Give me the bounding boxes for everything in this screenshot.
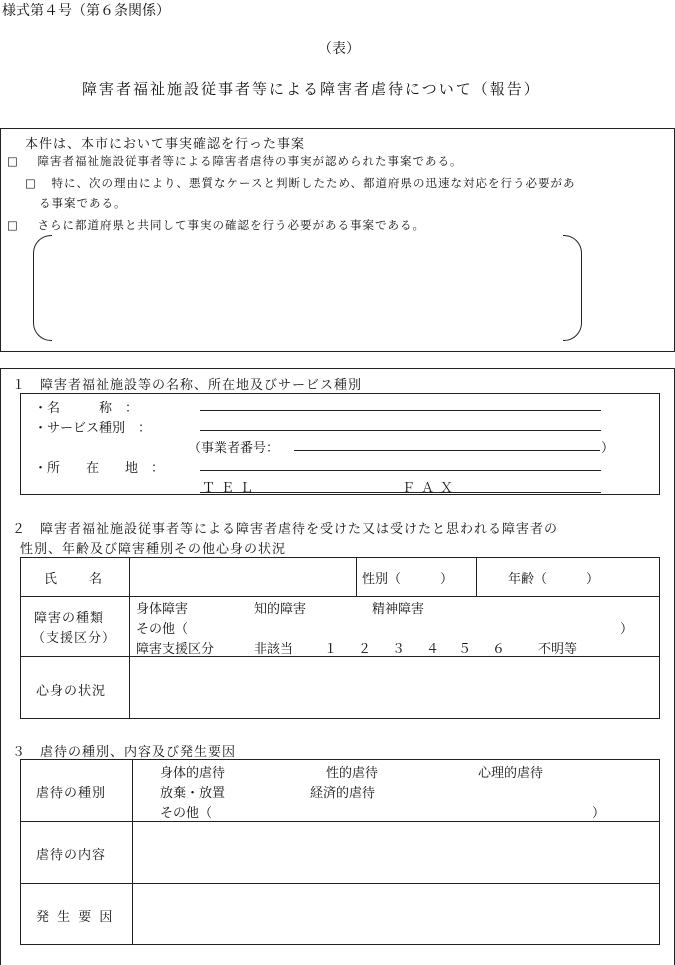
gender-field[interactable]: 性別（ ） bbox=[362, 572, 454, 587]
section2-heading-line2: 性別、年齢及び障害種別その他心身の状況 bbox=[20, 542, 287, 557]
section2-heading-line1: ２ 障害者福祉施設従事者等による障害者虐待を受けた又は受けたと思われる障害者の bbox=[12, 522, 559, 537]
reason-input-area[interactable] bbox=[55, 239, 559, 335]
abuse-other-close: ） bbox=[592, 806, 606, 821]
business-number-close: ） bbox=[601, 441, 615, 456]
support-level-5[interactable]: ５ bbox=[458, 642, 472, 657]
support-level-2[interactable]: ２ bbox=[358, 642, 372, 657]
abuse-type-label: 虐待の種別 bbox=[36, 786, 107, 801]
abuse-content-label: 虐待の内容 bbox=[36, 848, 107, 863]
reason-bracket-left bbox=[33, 235, 52, 341]
support-level-unknown[interactable]: 不明等 bbox=[538, 642, 578, 657]
disability-mental[interactable]: 精神障害 bbox=[372, 602, 425, 617]
form-number: 様式第４号（第６条関係） bbox=[2, 3, 170, 19]
checkbox-option-1[interactable] bbox=[7, 153, 463, 169]
support-level-3[interactable]: ３ bbox=[392, 642, 406, 657]
confirmation-heading: 本件は、本市において事実確認を行った事案 bbox=[25, 137, 306, 152]
checkbox-icon[interactable]: □ bbox=[7, 218, 19, 232]
support-level-label: 障害支援区分 bbox=[136, 642, 215, 657]
address-label: ・所 在 地 ： bbox=[34, 461, 165, 476]
abuse-physical[interactable]: 身体的虐待 bbox=[160, 766, 226, 781]
victim-table-row-divider bbox=[20, 596, 660, 597]
abuse-neglect[interactable]: 放棄・放置 bbox=[160, 786, 226, 801]
victim-table-divider bbox=[476, 557, 477, 596]
tel-fax-field[interactable] bbox=[200, 478, 601, 493]
form-side: （表） bbox=[318, 41, 360, 57]
business-number-label: （事業者番号： bbox=[188, 441, 280, 456]
abuse-table-row-divider bbox=[20, 821, 660, 822]
abuse-cause-label: 発 生 要 因 bbox=[36, 910, 115, 925]
support-category-label: （支援区分） bbox=[32, 631, 117, 646]
abuse-cause-field[interactable] bbox=[138, 887, 654, 941]
support-level-1[interactable]: １ bbox=[324, 642, 338, 657]
victim-name-label: 氏 名 bbox=[44, 572, 105, 587]
option-2-label: 特に、次の理由により、悪質なケースと判断したため、都道府県の迅速な対応を行う必要があ bbox=[51, 176, 576, 190]
fax-label: ＦＡＸ bbox=[402, 481, 460, 496]
victim-name-field[interactable] bbox=[134, 560, 352, 594]
section3-heading: ３ 虐待の種別、内容及び発生要因 bbox=[12, 745, 237, 760]
abuse-content-field[interactable] bbox=[138, 825, 654, 879]
section1-heading: １ 障害者福祉施設等の名称、所在地及びサービス種別 bbox=[12, 378, 363, 393]
checkbox-icon[interactable]: □ bbox=[7, 154, 19, 168]
checkbox-option-3[interactable] bbox=[7, 217, 425, 233]
mental-physical-condition-label: 心身の状況 bbox=[36, 684, 107, 699]
address-field[interactable] bbox=[200, 456, 601, 471]
mental-physical-condition-field[interactable] bbox=[134, 660, 654, 714]
abuse-table-row-divider bbox=[20, 883, 660, 884]
abuse-sexual[interactable]: 性的虐待 bbox=[326, 766, 379, 781]
support-level-6[interactable]: ６ bbox=[492, 642, 506, 657]
business-number-field[interactable] bbox=[294, 436, 600, 451]
abuse-psychological[interactable]: 心理的虐待 bbox=[478, 766, 544, 781]
reason-bracket-right bbox=[563, 235, 582, 341]
option-1-label: 障害者福祉施設従事者等による障害者虐待の事実が認められた事案である。 bbox=[37, 154, 463, 168]
victim-table-divider bbox=[129, 557, 130, 719]
disability-type-label: 障害の種類 bbox=[34, 611, 105, 626]
checkbox-option-2[interactable] bbox=[25, 175, 576, 191]
checkbox-icon[interactable]: □ bbox=[25, 176, 37, 190]
victim-table-divider bbox=[356, 557, 357, 596]
disability-physical[interactable]: 身体障害 bbox=[136, 602, 189, 617]
disability-other[interactable]: その他（ bbox=[136, 622, 189, 637]
service-type-label: ・サービス種別 ： bbox=[34, 421, 152, 436]
disability-intellectual[interactable]: 知的障害 bbox=[254, 602, 307, 617]
page-title: 障害者福祉施設従事者等による障害者虐待について（報告） bbox=[82, 80, 541, 98]
confirmation-box bbox=[0, 128, 675, 352]
option-2-label-cont: る事案である。 bbox=[39, 196, 127, 210]
age-field[interactable]: 年齢（ ） bbox=[508, 572, 600, 587]
abuse-table-divider bbox=[132, 759, 133, 945]
option-3-label: さらに都道府県と共同して事実の確認を行う必要がある事案である。 bbox=[37, 218, 426, 232]
support-level-none[interactable]: 非該当 bbox=[254, 642, 294, 657]
abuse-economic[interactable]: 経済的虐待 bbox=[310, 786, 376, 801]
facility-name-field[interactable] bbox=[200, 396, 601, 411]
support-level-4[interactable]: ４ bbox=[426, 642, 440, 657]
facility-name-label: ・名 称 ： bbox=[34, 401, 139, 416]
tel-label: ＴＥＬ bbox=[202, 481, 260, 496]
abuse-other[interactable]: その他（ bbox=[160, 806, 213, 821]
service-type-field[interactable] bbox=[200, 416, 601, 431]
disability-other-close: ） bbox=[620, 622, 634, 637]
